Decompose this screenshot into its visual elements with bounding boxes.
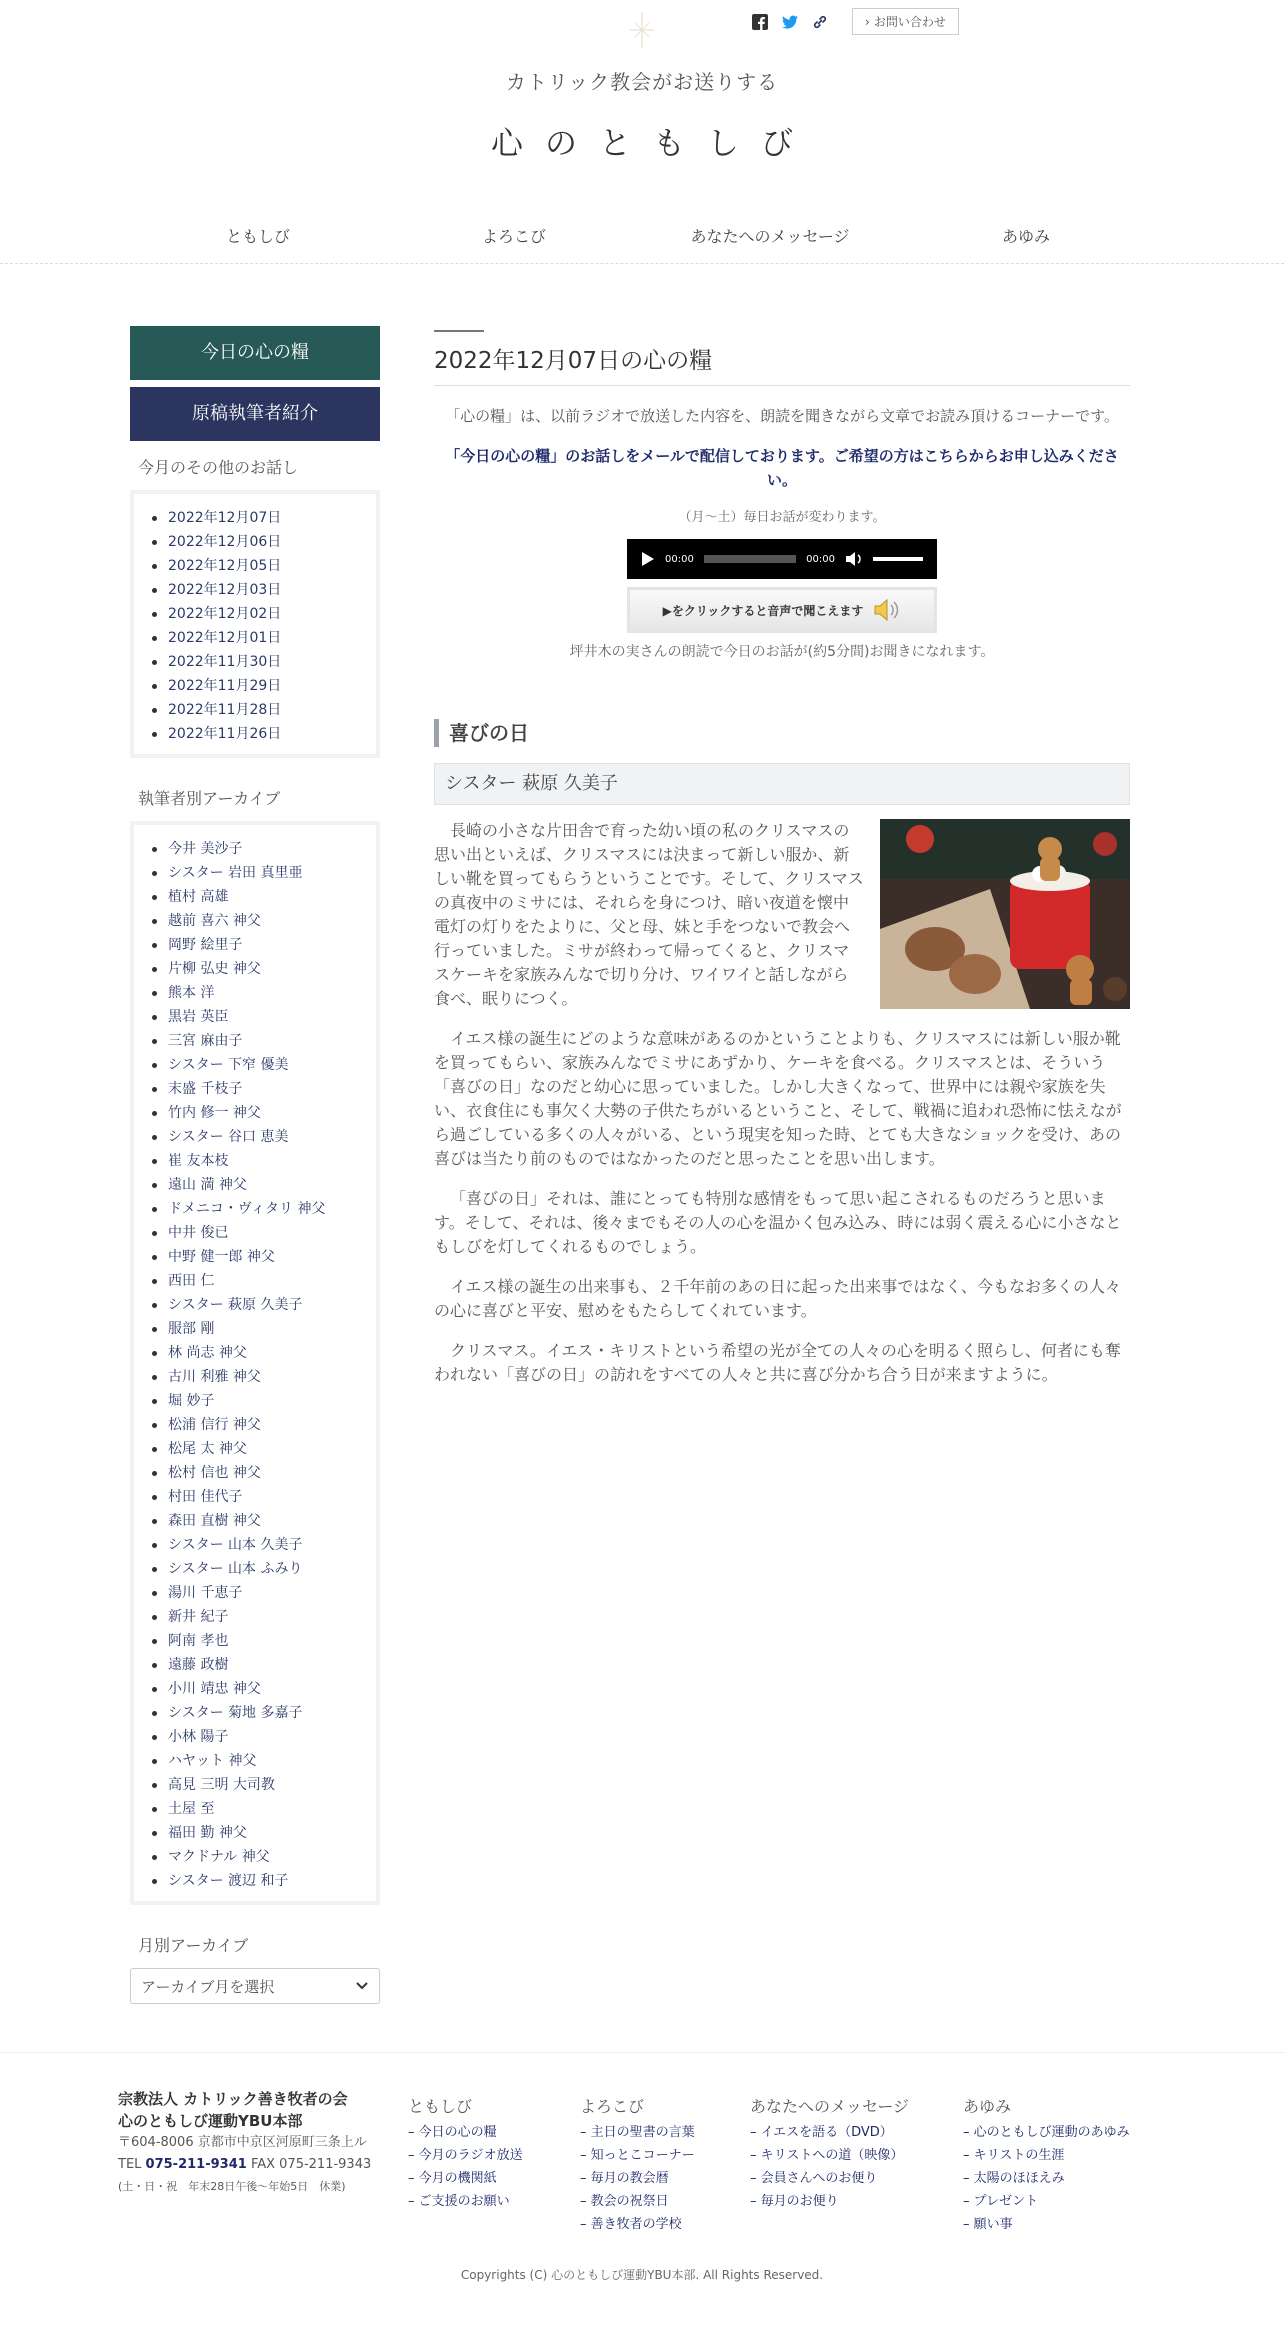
footer-link-label: 今月の機関紙 — [418, 2171, 497, 2186]
author-name: シスター 萩原 久美子 — [434, 763, 1130, 805]
footer-link[interactable] — [408, 2190, 523, 2213]
today-button[interactable]: 今日の心の糧 — [130, 326, 380, 380]
volume-icon[interactable] — [845, 551, 863, 567]
month-list-item[interactable]: 2022年11月29日 — [134, 674, 376, 698]
author-list-item[interactable]: 新井 紀子 — [134, 1605, 376, 1629]
footer-divider — [0, 2052, 1284, 2053]
facebook-icon[interactable] — [750, 12, 770, 32]
author-list-item[interactable]: 松浦 信行 神父 — [134, 1413, 376, 1437]
dash-icon: – — [963, 2148, 974, 2163]
author-list-item[interactable]: シスター 菊地 多嘉子 — [134, 1701, 376, 1725]
dash-icon: – — [580, 2171, 591, 2186]
author-list-item[interactable]: 村田 佳代子 — [134, 1485, 376, 1509]
footer-fax: FAX 075-211-9343 — [250, 2157, 372, 2172]
dash-icon: – — [963, 2125, 974, 2140]
chevron-down-icon — [355, 1981, 369, 1991]
author-list-item[interactable]: 植村 高雄 — [134, 885, 376, 909]
footer-org-sub: 心のともしび運動YBU本部 — [118, 2112, 303, 2130]
footer-column-title[interactable]: ともしび — [408, 2097, 473, 2116]
author-list-item[interactable]: シスター 山本 ふみり — [134, 1557, 376, 1581]
contact-button[interactable] — [852, 8, 959, 35]
footer-link-label: 今月のラジオ放送 — [418, 2148, 523, 2163]
dash-icon: – — [750, 2194, 761, 2209]
author-list-item[interactable]: 末盛 千枝子 — [134, 1077, 376, 1101]
site-subtitle: カトリック教会がお送りする — [505, 70, 779, 94]
author-list-item[interactable]: 阿南 孝也 — [134, 1629, 376, 1653]
footer-link[interactable] — [580, 2190, 695, 2213]
month-list-item[interactable]: 2022年11月26日 — [134, 722, 376, 746]
footer-column-title[interactable]: あなたへのメッセージ — [750, 2097, 910, 2116]
intro-text: 「心の糧」は、以前ラジオで放送した内容を、朗読を聞きながら文章でお読み頂けるコーナーです。 — [445, 407, 1119, 425]
footer-link[interactable] — [963, 2213, 1130, 2236]
footer-link-label: キリストへの道（映像） — [760, 2148, 904, 2163]
paragraph-4: イエス様の誕生の出来事も、２千年前のあの日に起った出来事ではなく、今もなお多くの人々の心に喜びと平安、慰めをもたらしてくれています。 — [434, 1277, 1122, 1320]
footer-column-title[interactable]: よろこび — [580, 2097, 645, 2116]
author-list-item[interactable]: シスター 谷口 恵美 — [134, 1125, 376, 1149]
dash-icon: – — [408, 2125, 419, 2140]
author-list-item[interactable]: 三宮 麻由子 — [134, 1029, 376, 1053]
author-list — [134, 837, 376, 1893]
author-list-item[interactable]: 竹内 修一 神父 — [134, 1101, 376, 1125]
dash-icon: – — [580, 2217, 591, 2232]
daily-note: （月～土）毎日お話が変わります。 — [678, 510, 886, 525]
footer-link[interactable] — [580, 2213, 695, 2236]
footer-column — [750, 2094, 909, 2213]
footer-org-name: 宗教法人 カトリック善き牧者の会 — [118, 2090, 348, 2108]
footer-phone — [118, 2154, 398, 2176]
dash-icon: – — [408, 2148, 419, 2163]
author-list-item[interactable]: ドメニコ・ヴィタリ 神父 — [134, 1197, 376, 1221]
author-list-item[interactable]: 崔 友本枝 — [134, 1149, 376, 1173]
footer-link[interactable] — [408, 2144, 523, 2167]
footer-link-label: プレゼント — [973, 2194, 1039, 2209]
footer-link[interactable] — [408, 2167, 523, 2190]
sidebar — [130, 326, 380, 2004]
audio-current-time: 00:00 — [665, 553, 694, 565]
main-content — [434, 330, 1130, 1403]
footer-link[interactable] — [963, 2167, 1130, 2190]
dash-icon: – — [963, 2171, 974, 2186]
author-list-item[interactable]: 今井 美沙子 — [134, 837, 376, 861]
author-list-item[interactable]: 高見 三明 大司教 — [134, 1773, 376, 1797]
author-list-item[interactable]: 湯川 千恵子 — [134, 1581, 376, 1605]
author-list-item[interactable]: シスター 山本 久美子 — [134, 1533, 376, 1557]
author-list-item[interactable]: 岡野 絵里子 — [134, 933, 376, 957]
author-list-item[interactable]: 堀 妙子 — [134, 1389, 376, 1413]
footer-link[interactable] — [750, 2190, 909, 2213]
contact-label: お問い合わせ — [873, 15, 946, 29]
audio-player — [627, 539, 937, 579]
footer-tel[interactable]: 075-211-9341 — [145, 2157, 247, 2172]
author-list-item[interactable]: シスター 岩田 真里亜 — [134, 861, 376, 885]
nav-item-message[interactable]: あなたへのメッセージ — [690, 227, 850, 246]
footer-link[interactable] — [750, 2167, 909, 2190]
month-list — [134, 506, 376, 746]
footer-link[interactable] — [408, 2121, 523, 2144]
author-list-item[interactable]: 土屋 至 — [134, 1797, 376, 1821]
footer-link-label: 今日の心の糧 — [418, 2125, 497, 2140]
nav-item-tomoshibi[interactable]: ともしび — [225, 227, 290, 246]
dash-icon: – — [580, 2148, 591, 2163]
footer-link-label: 毎月の教会暦 — [590, 2171, 669, 2186]
footer-postal: 〒604-8006 — [118, 2135, 194, 2150]
footer-column — [408, 2094, 523, 2213]
footer-link-label: 太陽のほほえみ — [973, 2171, 1065, 2186]
month-heading: 今月のその他のお話し — [138, 458, 299, 477]
writers-button[interactable]: 原稿執筆者紹介 — [130, 387, 380, 441]
dash-icon: – — [750, 2125, 761, 2140]
footer-link[interactable] — [750, 2144, 909, 2167]
author-list-item[interactable]: シスター 萩原 久美子 — [134, 1293, 376, 1317]
footer-column — [963, 2094, 1130, 2236]
listen-label: ▶をクリックすると音声で聞こえます — [662, 603, 864, 618]
footer-link-label: 心のともしび運動のあゆみ — [973, 2125, 1130, 2140]
author-list-item[interactable]: 西田 仁 — [134, 1269, 376, 1293]
author-list-item[interactable]: シスター 下窄 優美 — [134, 1053, 376, 1077]
link-icon[interactable] — [810, 12, 830, 32]
footer-link-label: 会員さんへのお便り — [760, 2171, 878, 2186]
author-list-item[interactable]: 片柳 弘史 神父 — [134, 957, 376, 981]
footer-street: 京都市中京区河原町三条上ル — [197, 2135, 367, 2150]
author-list-item[interactable]: 中野 健一郎 神父 — [134, 1245, 376, 1269]
author-list-item[interactable]: 森田 直樹 神父 — [134, 1509, 376, 1533]
footer-org — [118, 2088, 398, 2198]
play-icon[interactable] — [641, 551, 655, 567]
nav-divider — [0, 262, 1284, 264]
month-list-item[interactable]: 2022年11月30日 — [134, 650, 376, 674]
audio-total-time: 00:00 — [806, 553, 835, 565]
author-list-item[interactable]: 松村 信也 神父 — [134, 1461, 376, 1485]
dash-icon: – — [408, 2171, 419, 2186]
footer-link[interactable] — [963, 2121, 1130, 2144]
page-title: 2022年12月07日の心の糧 — [434, 342, 1130, 386]
reader-note: 坪井木の実さんの朗読で今日のお話が(約5分間)お聞きになれます。 — [569, 644, 995, 660]
listen-button[interactable] — [627, 587, 937, 633]
footer-link[interactable] — [580, 2121, 695, 2144]
footer-holiday: (土・日・祝 年末28日午後〜年始5日 休業) — [118, 2180, 346, 2193]
footer-link-label: 主日の聖書の言葉 — [590, 2125, 695, 2140]
dash-icon: – — [750, 2148, 761, 2163]
month-list-item[interactable]: 2022年12月01日 — [134, 626, 376, 650]
footer-link-label: イエスを語る（DVD） — [760, 2125, 893, 2140]
footer-link-label: 毎月のお便り — [760, 2194, 839, 2209]
site-title[interactable]: 心のともしび — [490, 124, 815, 162]
star-ornament-icon — [628, 12, 656, 48]
footer-link-label: ご支援のお願い — [418, 2194, 510, 2209]
author-list-item[interactable]: マクドナル 神父 — [134, 1845, 376, 1869]
month-list-item[interactable]: 2022年11月28日 — [134, 698, 376, 722]
footer-link-label: キリストの生涯 — [973, 2148, 1065, 2163]
author-list-item[interactable]: 福田 勤 神父 — [134, 1821, 376, 1845]
footer-column — [580, 2094, 695, 2236]
author-list-item[interactable]: 小林 陽子 — [134, 1725, 376, 1749]
month-list-item[interactable]: 2022年12月02日 — [134, 602, 376, 626]
section-heading: 喜びの日 — [434, 719, 1130, 747]
volume-slider[interactable] — [873, 557, 923, 561]
copyright: Copyrights (C) 心のともしび運動YBU本部. All Rights Reserved. — [460, 2268, 824, 2282]
archive-select-value: アーカイブ月を選択 — [141, 1977, 275, 1996]
author-list-item[interactable]: 熊本 洋 — [134, 981, 376, 1005]
author-list-item[interactable]: ハヤット 神父 — [134, 1749, 376, 1773]
archive-heading: 月別アーカイブ — [138, 1936, 249, 1955]
author-list-item[interactable]: 小川 靖忠 神父 — [134, 1677, 376, 1701]
paragraph-5: クリスマス。イエス・キリストという希望の光が全ての人々の心を明るく照らし、何者にも奪われない「喜びの日」の訪れをすべての人々と共に喜び分かち合う日が来ますように。 — [434, 1341, 1121, 1384]
title-accent — [434, 330, 484, 332]
footer-link-label: 願い事 — [973, 2217, 1013, 2232]
author-list-box — [130, 821, 380, 1905]
footer-link-label: 善き牧者の学校 — [590, 2217, 682, 2232]
paragraph-3: 「喜びの日」それは、誰にとっても特別な感情をもって思い起こされるものだろうと思います。そして、それは、後々までもその人の心を温かく包み込み、時には弱く震える心に小さなともしびを灯してくれるものでしょう。 — [434, 1189, 1122, 1256]
audio-progress-bar[interactable] — [704, 555, 796, 563]
footer-link-label: 知っとこコーナー — [590, 2148, 695, 2163]
month-list-item[interactable]: 2022年12月07日 — [134, 506, 376, 530]
header-utility — [750, 8, 959, 35]
author-list-item[interactable]: 服部 剛 — [134, 1317, 376, 1341]
author-list-item[interactable]: 中井 俊已 — [134, 1221, 376, 1245]
dash-icon: – — [963, 2194, 974, 2209]
footer-link[interactable] — [963, 2144, 1130, 2167]
author-list-item[interactable]: シスター 渡辺 和子 — [134, 1869, 376, 1893]
month-list-item[interactable]: 2022年12月03日 — [134, 578, 376, 602]
global-nav — [130, 224, 1154, 247]
footer-link-label: 教会の祝祭日 — [590, 2194, 669, 2209]
author-list-item[interactable]: 古川 利雅 神父 — [134, 1365, 376, 1389]
footer — [118, 2088, 1178, 2268]
author-list-item[interactable]: 遠山 満 神父 — [134, 1173, 376, 1197]
speaker-icon — [873, 598, 901, 622]
dash-icon: – — [750, 2171, 761, 2186]
christmas-photo — [880, 819, 1130, 1009]
author-list-item[interactable]: 林 尚志 神父 — [134, 1341, 376, 1365]
footer-column-title[interactable]: あゆみ — [963, 2097, 1012, 2116]
author-list-item[interactable]: 松尾 太 神父 — [134, 1437, 376, 1461]
archive-month-select[interactable] — [130, 1968, 380, 2004]
paragraph-1: 長崎の小さな片田舎で育った幼い頃の私のクリスマスの思い出といえば、クリスマスには決まって新しい服か、新しい靴を買ってもらうということです。そして、クリスマスの真夜中のミサには、それらを身につけ、暗い夜道を懐中電灯の灯りをたよりに、父と母、妹と手をつないで教会へ行っていました。ミサが終わって帰ってくると、クリスマスケーキを家族みんなで切り分け、ワイワイと話しながら食べ、眠りにつく。 — [434, 821, 864, 1008]
month-list-box — [130, 490, 380, 758]
author-list-item[interactable]: 遠藤 政樹 — [134, 1653, 376, 1677]
dash-icon: – — [963, 2217, 974, 2232]
footer-tel-label: TEL — [118, 2157, 142, 2172]
footer-link[interactable] — [580, 2144, 695, 2167]
footer-link[interactable] — [963, 2190, 1130, 2213]
month-list-item[interactable]: 2022年12月06日 — [134, 530, 376, 554]
nav-item-ayumi[interactable]: あゆみ — [1001, 227, 1050, 246]
author-heading: 執筆者別アーカイブ — [138, 789, 281, 808]
chevron-right-icon: › — [865, 14, 870, 29]
dash-icon: – — [580, 2194, 591, 2209]
mail-subscribe-link[interactable]: 「今日の心の糧」のお話しをメールで配信しております。ご希望の方はこちらからお申し込みください。 — [445, 447, 1119, 489]
author-list-item[interactable]: 黒岩 英臣 — [134, 1005, 376, 1029]
footer-address — [118, 2132, 398, 2154]
dash-icon: – — [408, 2194, 419, 2209]
author-list-item[interactable]: 越前 喜六 神父 — [134, 909, 376, 933]
footer-link[interactable] — [750, 2121, 909, 2144]
twitter-icon[interactable] — [780, 12, 800, 32]
nav-item-yorokobi[interactable]: よろこび — [481, 227, 546, 246]
footer-link[interactable] — [580, 2167, 695, 2190]
paragraph-2: イエス様の誕生にどのような意味があるのかということよりも、クリスマスには新しい服か靴を買ってもらい、家族みんなでミサにあずかり、ケーキを食べる。クリスマスとは、そういう「喜びの日」なのだと幼心に思っていました。しかし大きくなって、世界中には親や家族を失い、衣食住にも事欠く大勢の子供たちがいるということ、そして、戦禍に追われ恐怖に怯えながら過ごしている多くの人々がいる、という現実を知った時、とても大きなショックを受け、あの喜びは当たり前のものではなかったのだと思ったことを思い出します。 — [434, 1029, 1122, 1168]
month-list-item[interactable]: 2022年12月05日 — [134, 554, 376, 578]
dash-icon: – — [580, 2125, 591, 2140]
article-body — [434, 819, 1130, 1387]
